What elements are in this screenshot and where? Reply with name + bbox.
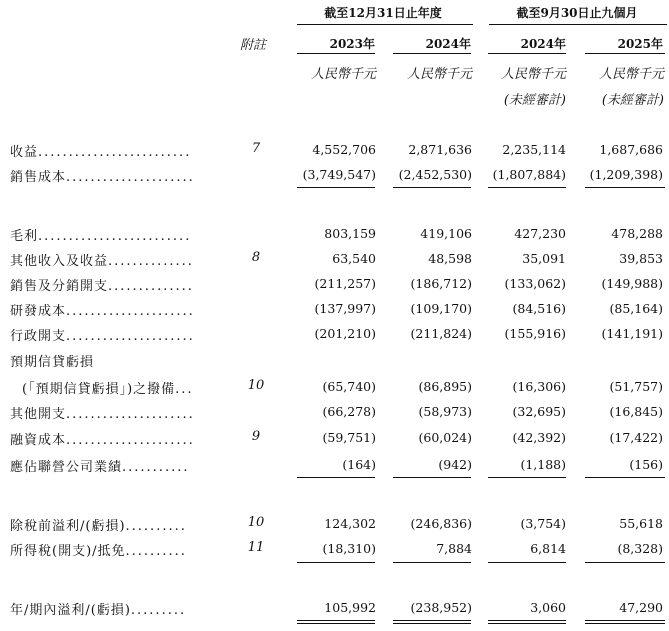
unit-header: 人民幣千元 xyxy=(406,67,472,82)
subtotal-rule xyxy=(488,187,566,188)
cell-value: 35,091 xyxy=(522,251,566,266)
cell-value: (1,807,884) xyxy=(492,167,566,182)
row-label-other-expenses: 其他開支..................... xyxy=(10,407,195,422)
cell-value: 4,552,706 xyxy=(312,142,376,157)
cell-value: 55,618 xyxy=(619,516,663,531)
cell-value: (42,392) xyxy=(512,430,566,445)
cell-value: (201,210) xyxy=(314,326,376,341)
subtotal-rule xyxy=(297,187,375,188)
row-note: 10 xyxy=(247,378,265,393)
cell-value: 6,814 xyxy=(530,541,566,556)
subtotal-rule xyxy=(297,477,375,478)
cell-value: 1,687,686 xyxy=(599,142,663,157)
group-header-rule xyxy=(297,24,473,25)
cell-value: (156) xyxy=(629,457,663,472)
cell-value: (32,695) xyxy=(512,404,566,419)
cell-value: 427,230 xyxy=(514,226,566,241)
cell-value: 39,853 xyxy=(619,251,663,266)
cell-value: (211,824) xyxy=(410,326,472,341)
cell-value: (60,024) xyxy=(418,430,472,445)
subtotal-rule xyxy=(297,562,375,563)
cell-value: (155,916) xyxy=(504,326,566,341)
note-column-header: 附註 xyxy=(240,38,267,53)
cell-value: (164) xyxy=(342,457,376,472)
unaudited-note: (未經審計) xyxy=(601,93,664,108)
cell-value: 803,159 xyxy=(324,226,376,241)
row-note: 7 xyxy=(251,141,261,156)
year-header-rule xyxy=(585,53,665,54)
group-header-nine-months: 截至9月30日止九個月 xyxy=(516,6,638,20)
row-label-profit-before-tax: 除稅前溢利/(虧損).......... xyxy=(10,519,187,534)
total-double-rule xyxy=(297,620,375,624)
subtotal-rule xyxy=(393,562,471,563)
year-header: 2024年 xyxy=(425,37,471,51)
cell-value: (86,895) xyxy=(418,379,472,394)
total-double-rule xyxy=(488,620,566,624)
subtotal-rule xyxy=(488,562,566,563)
cell-value: (51,757) xyxy=(609,379,663,394)
row-label-rnd-costs: 研發成本..................... xyxy=(10,304,195,319)
cell-value: 419,106 xyxy=(420,226,472,241)
cell-value: (1,188) xyxy=(520,457,566,472)
row-note: 9 xyxy=(251,429,261,444)
year-header: 2024年 xyxy=(520,37,566,51)
row-label-revenue: 收益......................... xyxy=(10,145,192,160)
row-label-cost-of-sales: 銷售成本..................... xyxy=(10,170,195,185)
year-header-rule xyxy=(393,53,471,54)
cell-value: (3,754) xyxy=(520,516,566,531)
row-label-finance-costs: 融資成本..................... xyxy=(10,433,195,448)
cell-value: (1,209,398) xyxy=(589,167,663,182)
group-header-rule xyxy=(489,24,667,25)
unit-header: 人民幣千元 xyxy=(500,67,566,82)
cell-value: 124,302 xyxy=(324,516,376,531)
cell-value: (2,452,530) xyxy=(398,167,472,182)
cell-value: (16,845) xyxy=(609,404,663,419)
cell-value: 7,884 xyxy=(436,541,472,556)
cell-value: (59,751) xyxy=(322,430,376,445)
cell-value: 48,598 xyxy=(428,251,472,266)
cell-value: 47,290 xyxy=(619,600,663,615)
total-double-rule xyxy=(393,620,471,624)
unit-header: 人民幣千元 xyxy=(598,67,664,82)
cell-value: (18,310) xyxy=(322,541,376,556)
year-header: 2025年 xyxy=(617,37,663,51)
row-label-admin-expenses: 行政開支..................... xyxy=(10,329,195,344)
subtotal-rule xyxy=(585,562,665,563)
year-header: 2023年 xyxy=(329,37,375,51)
row-label-selling-distribution: 銷售及分銷開支.............. xyxy=(10,279,194,294)
cell-value: (149,988) xyxy=(601,276,663,291)
subtotal-rule xyxy=(488,477,566,478)
cell-value: (58,973) xyxy=(418,404,472,419)
cell-value: (16,306) xyxy=(512,379,566,394)
cell-value: (85,164) xyxy=(609,301,663,316)
cell-value: (246,836) xyxy=(410,516,472,531)
cell-value: (17,422) xyxy=(609,430,663,445)
row-label-profit-for-period: 年/期內溢利/(虧損)......... xyxy=(10,603,187,618)
row-label-gross-profit: 毛利......................... xyxy=(10,229,192,244)
subtotal-rule xyxy=(393,187,471,188)
cell-value: (84,516) xyxy=(512,301,566,316)
cell-value: (109,170) xyxy=(410,301,472,316)
year-header-rule xyxy=(297,53,375,54)
cell-value: (141,191) xyxy=(601,326,663,341)
cell-value: (66,278) xyxy=(322,404,376,419)
cell-value: 105,992 xyxy=(324,600,376,615)
subtotal-rule xyxy=(585,187,665,188)
unaudited-note: (未經審計) xyxy=(503,93,566,108)
group-header-full-year: 截至12月31日止年度 xyxy=(324,6,442,20)
cell-value: (133,062) xyxy=(504,276,566,291)
subtotal-rule xyxy=(393,477,471,478)
row-label-ecl-provision: (「預期信貸虧損」)之撥備... xyxy=(22,382,194,397)
row-note: 8 xyxy=(251,250,261,265)
cell-value: 2,235,114 xyxy=(502,142,566,157)
row-label-income-tax: 所得稅(開支)/抵免.......... xyxy=(10,544,187,559)
cell-value: (137,997) xyxy=(314,301,376,316)
cell-value: 2,871,636 xyxy=(408,142,472,157)
cell-value: (211,257) xyxy=(314,276,376,291)
cell-value: (942) xyxy=(438,457,472,472)
cell-value: 478,288 xyxy=(611,226,663,241)
row-label-share-of-associates: 應佔聯營公司業績........... xyxy=(10,460,190,475)
cell-value: 63,540 xyxy=(332,251,376,266)
total-double-rule xyxy=(585,620,665,624)
row-note: 10 xyxy=(247,515,265,530)
cell-value: (65,740) xyxy=(322,379,376,394)
row-note: 11 xyxy=(247,540,265,555)
cell-value: 3,060 xyxy=(530,600,566,615)
unit-header: 人民幣千元 xyxy=(310,67,376,82)
subtotal-rule xyxy=(585,477,665,478)
row-label-ecl-heading: 預期信貸虧損 xyxy=(10,355,95,370)
cell-value: (238,952) xyxy=(410,600,472,615)
year-header-rule xyxy=(488,53,566,54)
cell-value: (186,712) xyxy=(410,276,472,291)
cell-value: (3,749,547) xyxy=(302,167,376,182)
row-label-other-income: 其他收入及收益.............. xyxy=(10,254,194,269)
cell-value: (8,328) xyxy=(617,541,663,556)
